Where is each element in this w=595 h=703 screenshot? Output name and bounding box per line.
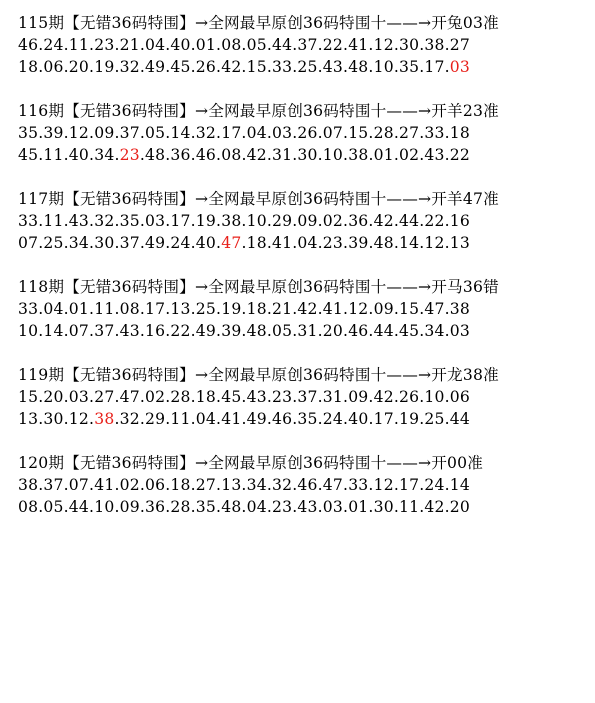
number-sequence: 07.25.34.30.37.49.24.40. bbox=[18, 234, 222, 252]
number-sequence: 08.05.44.10.09.36.28.35.48.04.23.43.03.01.30.11.42.20 bbox=[18, 498, 471, 516]
period-title: 120期【无错36码特围】→全网最早原创36码特围十——→开00准 bbox=[18, 454, 484, 472]
period-entry bbox=[18, 364, 588, 430]
number-row bbox=[18, 122, 588, 144]
prediction-list bbox=[18, 12, 588, 540]
number-sequence: 15.20.03.27.47.02.28.18.45.43.23.37.31.09.42.26.10.06 bbox=[18, 388, 471, 406]
period-title: 119期【无错36码特围】→全网最早原创36码特围十——→开龙38准 bbox=[18, 366, 499, 384]
number-sequence: 45.11.40.34. bbox=[18, 146, 120, 164]
number-sequence: .48.36.46.08.42.31.30.10.38.01.02.43.22 bbox=[139, 146, 471, 164]
period-title: 118期【无错36码特围】→全网最早原创36码特围十——→开马36错 bbox=[18, 278, 499, 296]
number-row bbox=[18, 496, 588, 518]
period-title: 116期【无错36码特围】→全网最早原创36码特围十——→开羊23准 bbox=[18, 102, 499, 120]
number-row bbox=[18, 298, 588, 320]
winning-number: 38 bbox=[94, 410, 115, 428]
number-sequence: .18.41.04.23.39.48.14.12.13 bbox=[241, 234, 471, 252]
number-sequence: 35.39.12.09.37.05.14.32.17.04.03.26.07.15.28.27.33.18 bbox=[18, 124, 471, 142]
number-row bbox=[18, 320, 588, 342]
number-row bbox=[18, 144, 588, 166]
period-title: 115期【无错36码特围】→全网最早原创36码特围十——→开兔03准 bbox=[18, 14, 499, 32]
number-sequence: 33.04.01.11.08.17.13.25.19.18.21.42.41.12.09.15.47.38 bbox=[18, 300, 471, 318]
period-entry bbox=[18, 100, 588, 166]
number-sequence: 38.37.07.41.02.06.18.27.13.34.32.46.47.33.12.17.24.14 bbox=[18, 476, 471, 494]
number-row bbox=[18, 210, 588, 232]
number-sequence: 18.06.20.19.32.49.45.26.42.15.33.25.43.48.10.35.17. bbox=[18, 58, 450, 76]
number-sequence: .32.29.11.04.41.49.46.35.24.40.17.19.25.44 bbox=[114, 410, 471, 428]
number-row bbox=[18, 386, 588, 408]
winning-number: 23 bbox=[119, 146, 140, 164]
period-entry bbox=[18, 276, 588, 342]
winning-number: 03 bbox=[449, 58, 471, 76]
number-sequence: 33.11.43.32.35.03.17.19.38.10.29.09.02.36.42.44.22.16 bbox=[18, 212, 471, 230]
number-row bbox=[18, 408, 588, 430]
number-row bbox=[18, 56, 588, 78]
number-sequence: 13.30.12. bbox=[18, 410, 95, 428]
number-row bbox=[18, 232, 588, 254]
number-sequence: 10.14.07.37.43.16.22.49.39.48.05.31.20.46.44.45.34.03 bbox=[18, 322, 471, 340]
number-sequence: 46.24.11.23.21.04.40.01.08.05.44.37.22.41.12.30.38.27 bbox=[18, 36, 471, 54]
period-entry bbox=[18, 188, 588, 254]
winning-number: 47 bbox=[221, 234, 242, 252]
number-row bbox=[18, 34, 588, 56]
period-title: 117期【无错36码特围】→全网最早原创36码特围十——→开羊47准 bbox=[18, 190, 499, 208]
period-entry bbox=[18, 452, 588, 518]
number-row bbox=[18, 474, 588, 496]
period-entry bbox=[18, 12, 588, 78]
